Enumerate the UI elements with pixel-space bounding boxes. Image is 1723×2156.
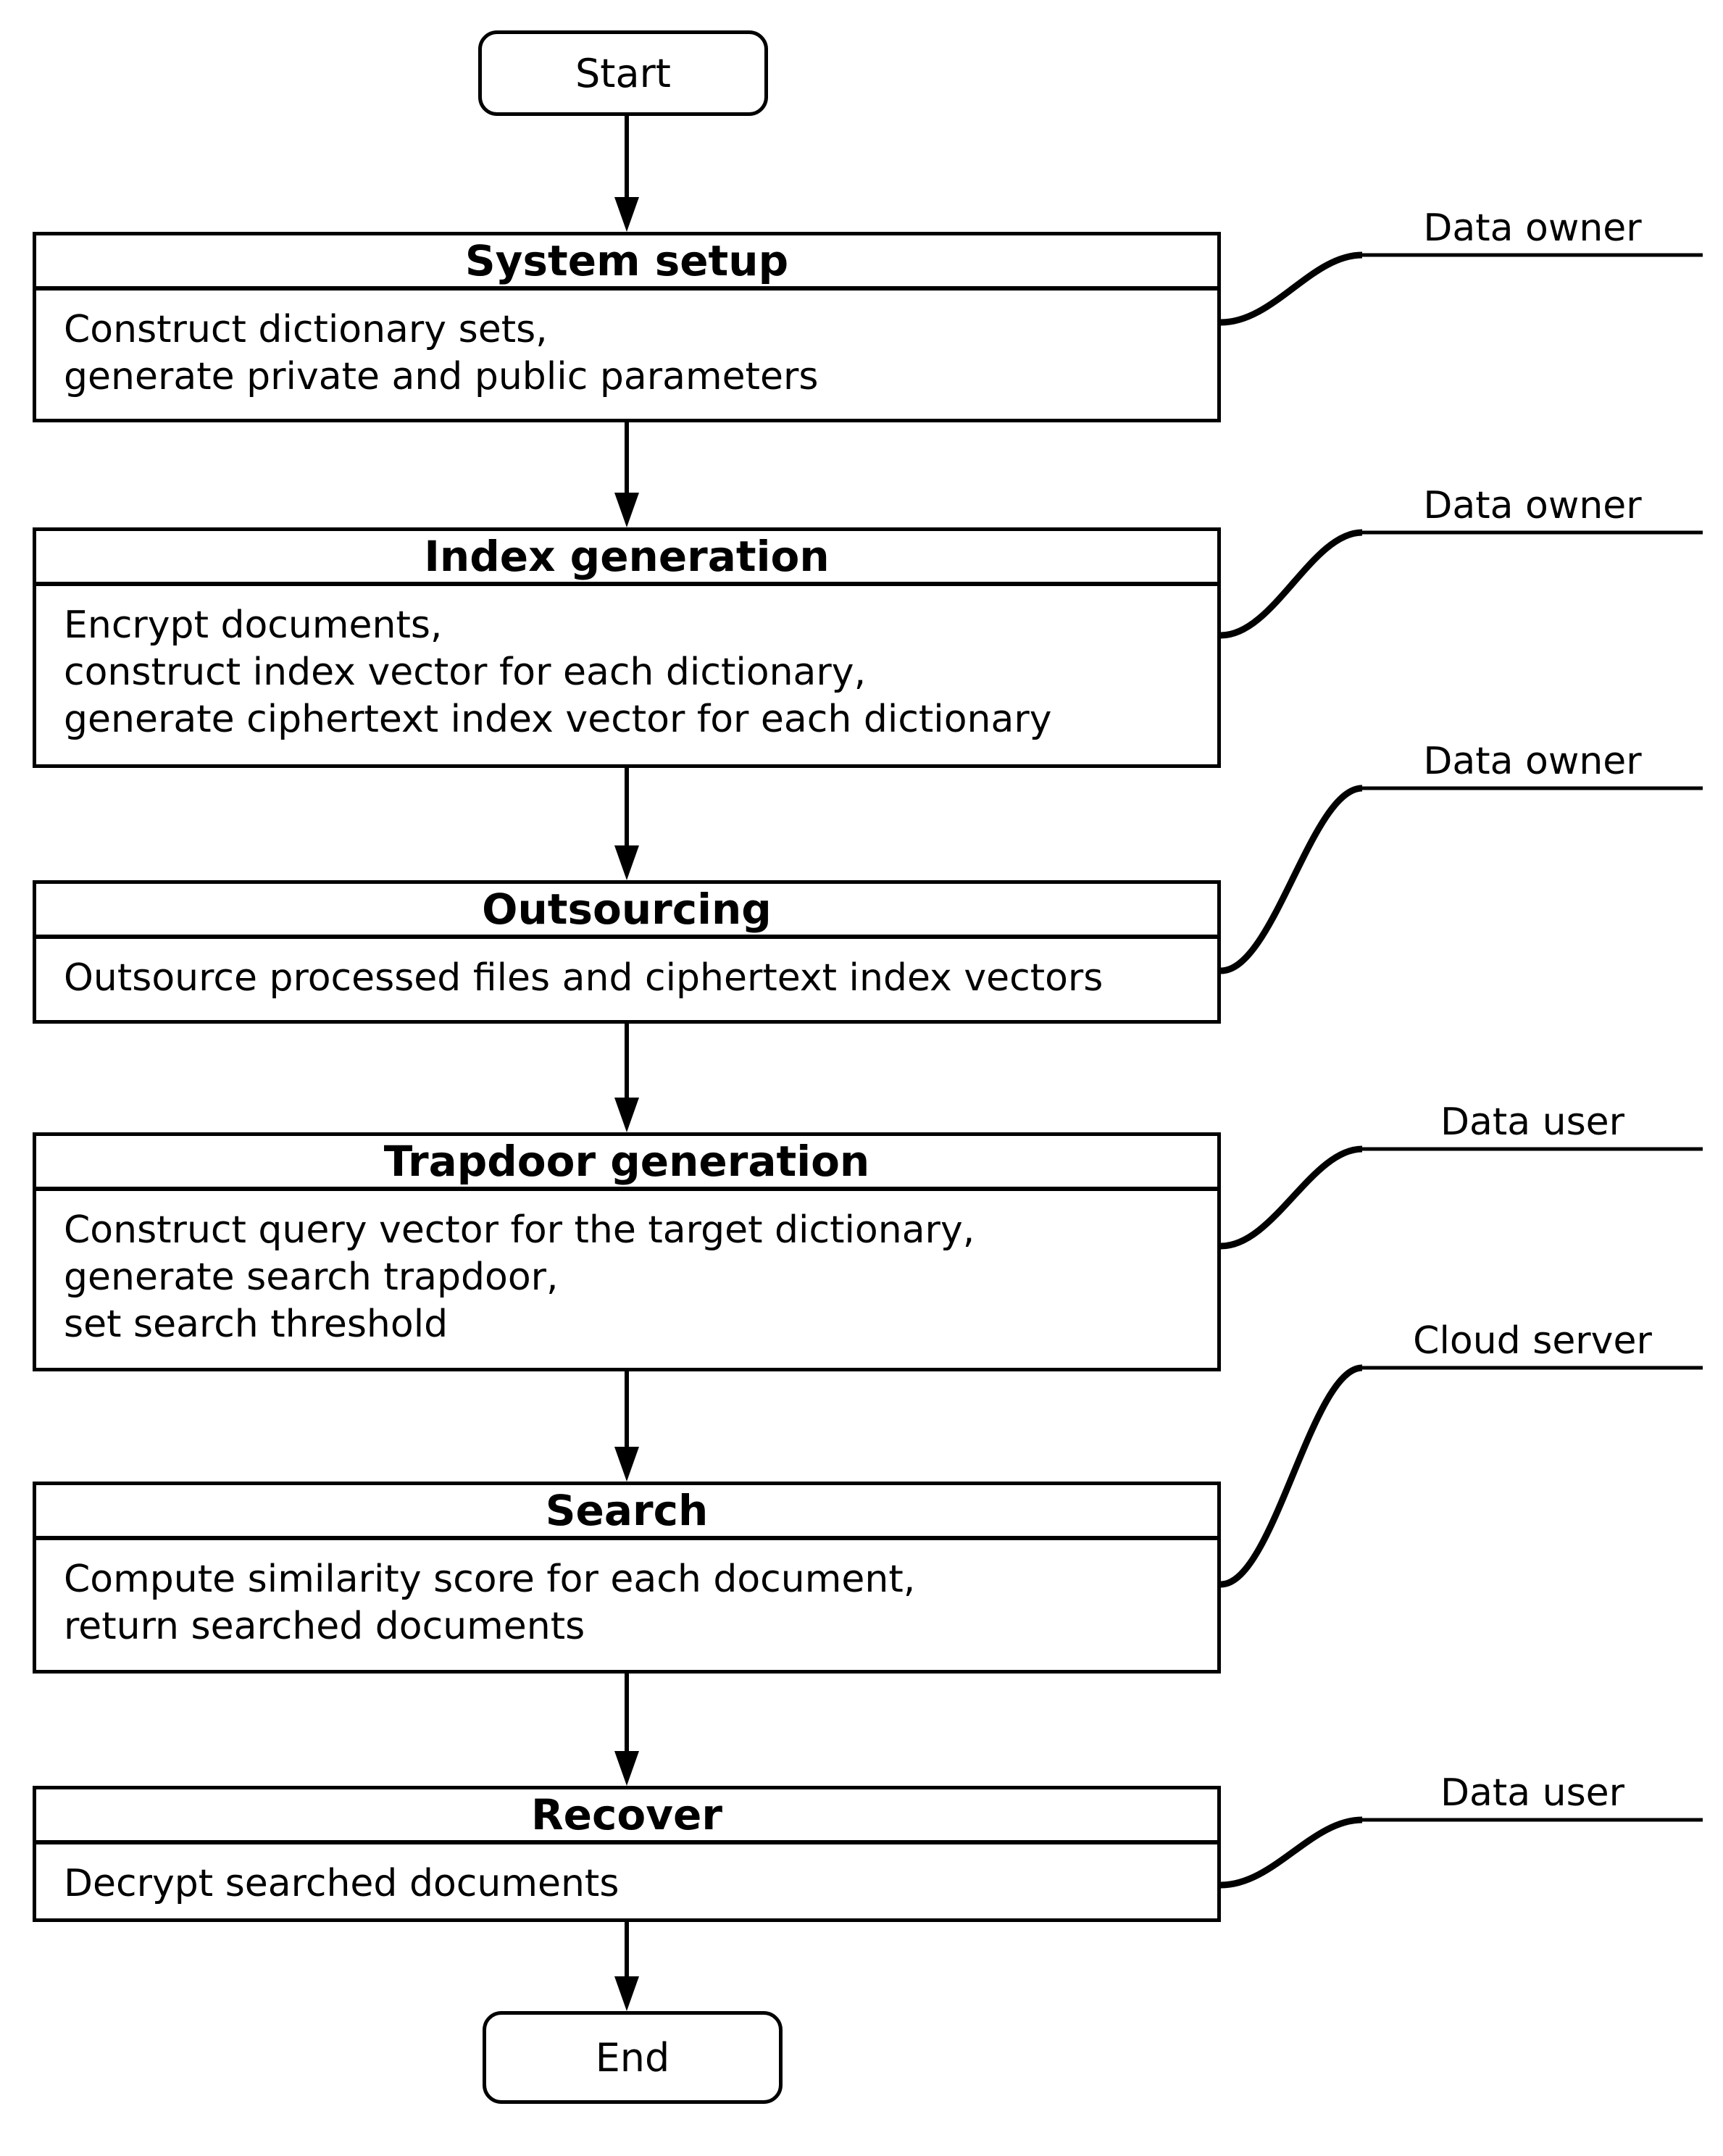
actor-label-recover: Data user	[1440, 1771, 1625, 1815]
actor-label-system-setup: Data owner	[1423, 206, 1642, 250]
process-node-trapdoor-generation	[33, 1132, 1221, 1371]
body-line: Decrypt searched documents	[64, 1862, 619, 1905]
body-line: return searched documents	[64, 1605, 585, 1648]
body-line: Construct query vector for the target dictionary,	[64, 1208, 975, 1252]
actor-label-search: Cloud server	[1413, 1319, 1652, 1363]
end-terminal	[483, 2011, 783, 2104]
flow-arrow-start-to-system-setup	[614, 116, 639, 232]
node-body	[36, 1540, 1217, 1650]
flow-arrow-outsourcing-to-trapdoor-generation	[614, 1024, 639, 1132]
actor-curve-recover	[1221, 1820, 1362, 1885]
process-node-search	[33, 1482, 1221, 1674]
actor-label-index-generation: Data owner	[1423, 484, 1642, 527]
flow-arrow-search-to-recover	[614, 1674, 639, 1786]
node-title: Outsourcing	[36, 884, 1217, 939]
node-title: Recover	[36, 1789, 1217, 1844]
node-title: System setup	[36, 235, 1217, 291]
body-line: generate search trapdoor,	[64, 1255, 559, 1299]
process-node-index-generation	[33, 527, 1221, 768]
end-label: End	[595, 2034, 670, 2081]
actor-curve-search	[1221, 1368, 1362, 1584]
body-line: Construct dictionary sets,	[64, 308, 548, 351]
actor-curve-outsourcing	[1221, 788, 1362, 971]
process-node-recover	[33, 1786, 1221, 1922]
body-line: generate private and public parameters	[64, 355, 819, 398]
process-node-outsourcing	[33, 880, 1221, 1024]
start-label: Start	[575, 50, 671, 96]
actor-curve-trapdoor-generation	[1221, 1149, 1362, 1246]
body-line: Outsource processed files and ciphertext index vectors	[64, 956, 1104, 1000]
node-title: Search	[36, 1485, 1217, 1540]
node-title: Index generation	[36, 531, 1217, 586]
flow-arrow-trapdoor-generation-to-search	[614, 1371, 639, 1482]
body-line: set search threshold	[64, 1303, 449, 1346]
body-line: generate ciphertext index vector for each dictionary	[64, 698, 1052, 741]
node-body	[36, 291, 1217, 401]
flow-arrow-recover-to-end	[614, 1922, 639, 2011]
start-terminal	[478, 30, 768, 116]
node-body	[36, 1844, 1217, 1908]
actor-label-outsourcing: Data owner	[1423, 740, 1642, 783]
node-body	[36, 1191, 1217, 1348]
flow-arrow-system-setup-to-index-generation	[614, 422, 639, 527]
actor-curve-index-generation	[1221, 532, 1362, 635]
body-line: Compute similarity score for each document,	[64, 1558, 916, 1601]
node-body	[36, 939, 1217, 1002]
node-body	[36, 586, 1217, 743]
node-title: Trapdoor generation	[36, 1136, 1217, 1191]
body-line: construct index vector for each dictionary,	[64, 651, 867, 694]
actor-curve-system-setup	[1221, 255, 1362, 322]
flow-arrow-index-generation-to-outsourcing	[614, 768, 639, 880]
process-node-system-setup	[33, 232, 1221, 422]
body-line: Encrypt documents,	[64, 603, 443, 647]
actor-label-trapdoor-generation: Data user	[1440, 1100, 1625, 1144]
